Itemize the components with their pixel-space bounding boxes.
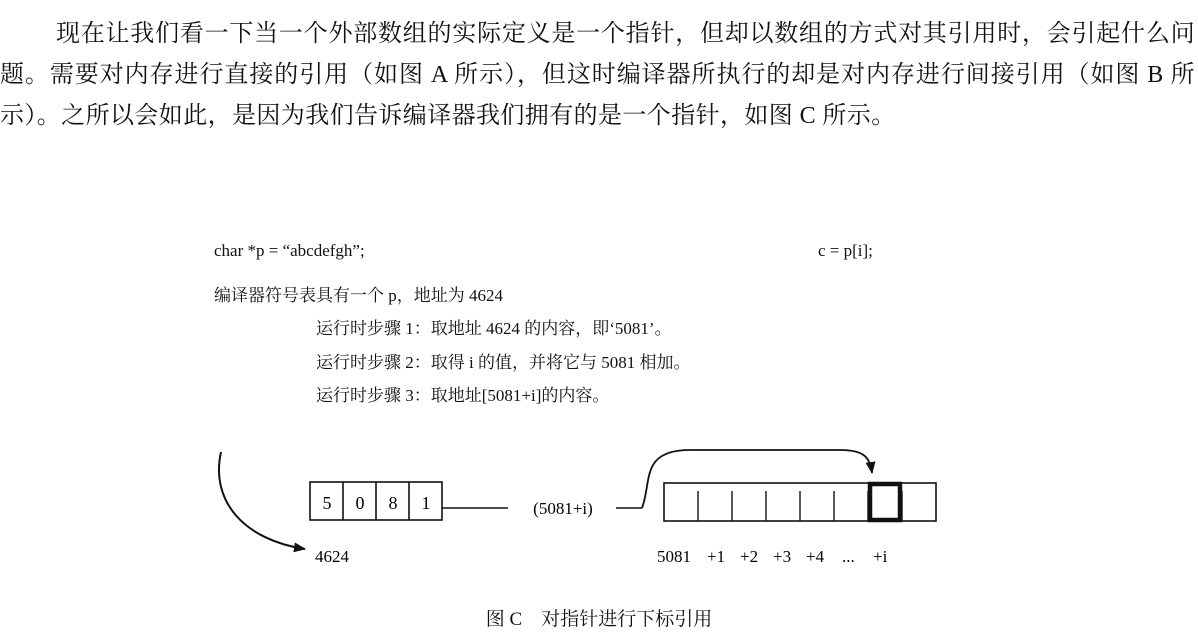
array-index-label: +2 [740,547,759,566]
array-index-label: ... [842,547,855,566]
indirect-arrow [642,450,872,508]
array-index-label: +4 [806,547,825,566]
subscript-statement: c = p[i]; [818,241,873,260]
array-index-label: 5081 [657,547,691,566]
pointer-cell-3: 8 [388,493,398,513]
runtime-step-1: 运行时步骤 1：取地址 4624 的内容，即‘5081’。 [316,319,672,338]
array-index-label: +i [873,547,888,566]
pointer-cell-4: 1 [421,493,431,513]
pointer-address-label: 4624 [315,547,349,566]
array-index-labels [657,547,888,566]
pointer-memory-box [310,482,442,520]
pointer-declaration: char *p = “abcdefgh”; [214,241,365,260]
array-index-label: +3 [773,547,792,566]
offset-label: (5081+i) [533,499,593,518]
symbol-table-note: 编译器符号表具有一个 p，地址为 4624 [214,286,503,305]
figure-caption: 图 C 对指针进行下标引用 [485,609,713,630]
address-arrow [219,452,305,549]
highlighted-array-cell [870,484,900,520]
runtime-step-3: 运行时步骤 3：取地址[5081+i]的内容。 [316,386,610,405]
array-memory-box [664,483,936,521]
pointer-cell-1: 5 [322,493,332,513]
pointer-cell-2: 0 [355,493,365,513]
runtime-step-2: 运行时步骤 2：取得 i 的值，并将它与 5081 相加。 [316,353,691,372]
array-index-label: +1 [707,547,726,566]
paragraph-text: 现在让我们看一下当一个外部数组的实际定义是一个指针，但却以数组的方式对其引用时，会引起什么问题。需要对内存进行直接的引用（如图 A 所示），但这时编译器所执行的却是对内存进行间接引用（如图 B 所示）。之所以会如此，是因为我们告诉编译器我们拥有的是一个指针，如图 C 所示。 [0,21,1195,129]
